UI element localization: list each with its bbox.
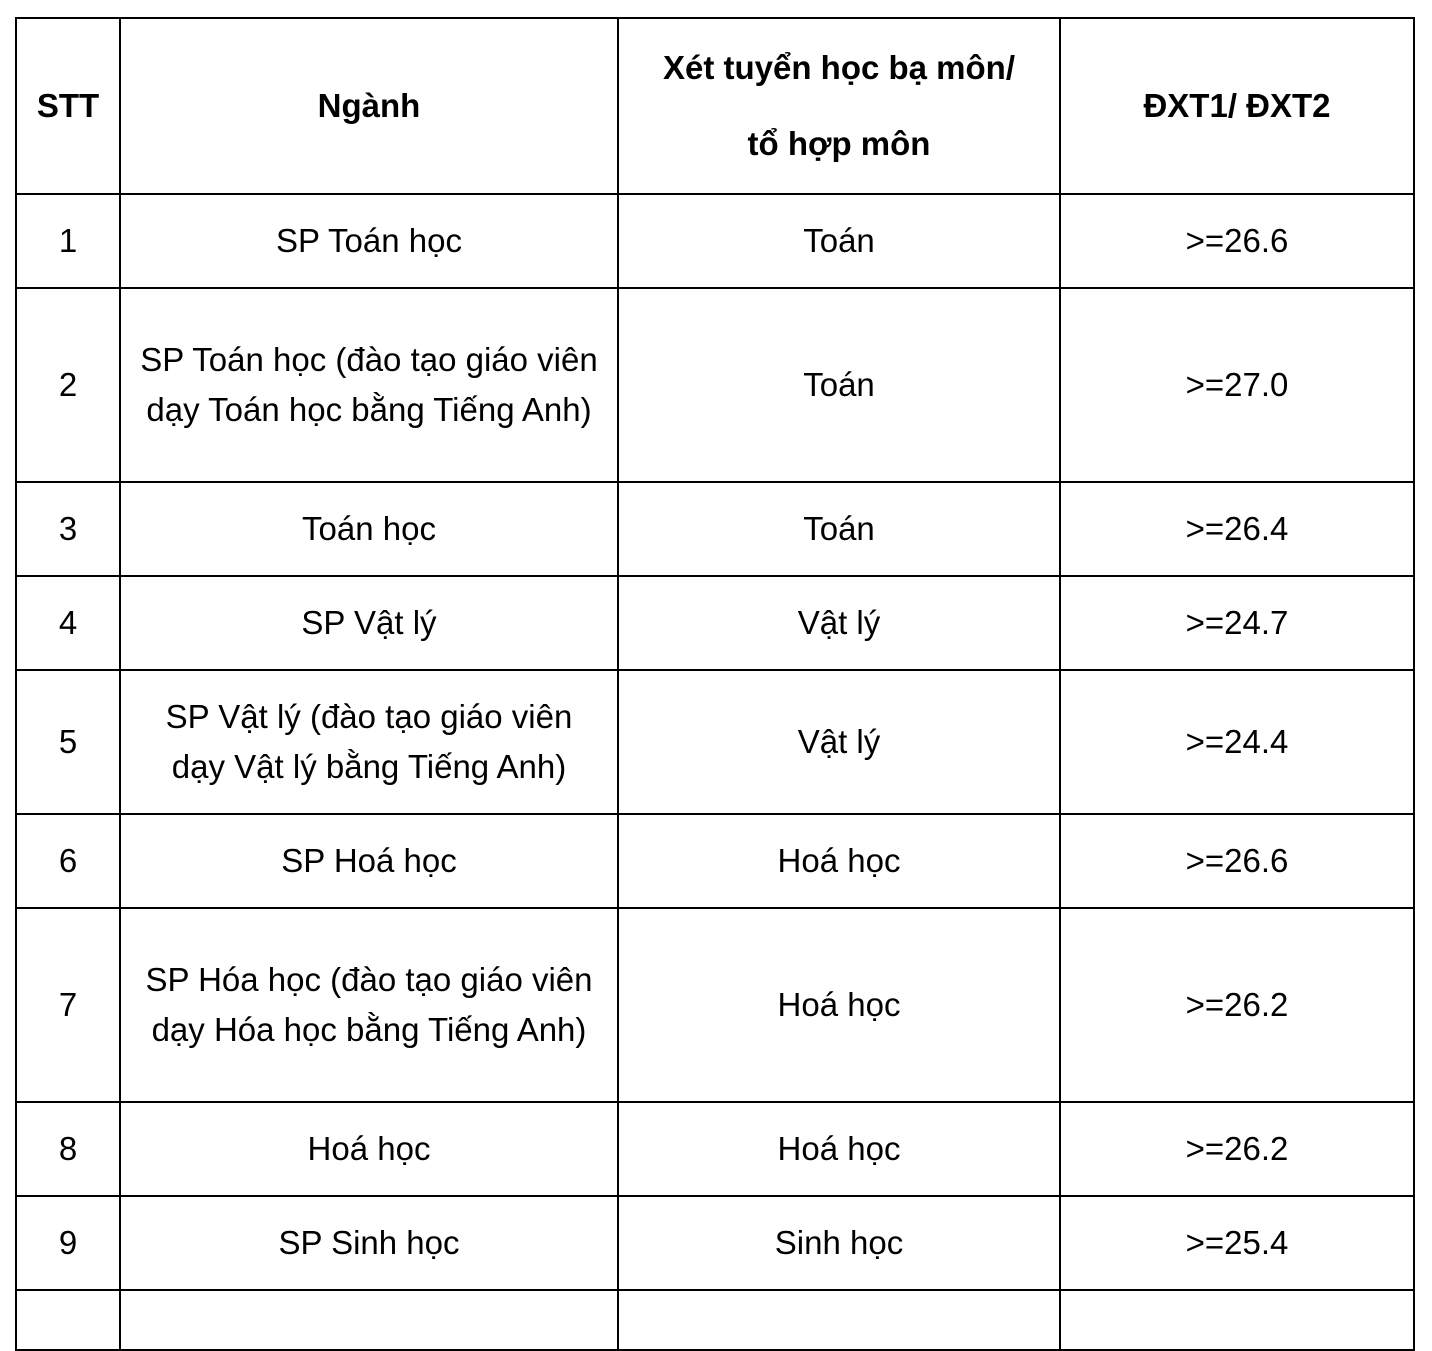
cell-stt: 2 xyxy=(16,288,120,482)
cell-stt: 7 xyxy=(16,908,120,1102)
cell-nganh: SP Toán học xyxy=(120,194,618,288)
cell-stt: 1 xyxy=(16,194,120,288)
cell-mon: Hoá học xyxy=(618,908,1060,1102)
table-row xyxy=(16,194,1414,288)
cell-stt: 3 xyxy=(16,482,120,576)
cell-nganh xyxy=(120,1290,618,1350)
cell-stt: 4 xyxy=(16,576,120,670)
cell-dxt: >=26.6 xyxy=(1060,814,1414,908)
cell-mon: Sinh học xyxy=(618,1196,1060,1290)
cell-mon: Toán xyxy=(618,194,1060,288)
header-stt: STT xyxy=(16,18,120,194)
table-row xyxy=(16,482,1414,576)
table-row xyxy=(16,576,1414,670)
cell-stt: 6 xyxy=(16,814,120,908)
cell-nganh: SP Sinh học xyxy=(120,1196,618,1290)
cell-dxt: >=25.4 xyxy=(1060,1196,1414,1290)
cell-mon xyxy=(618,1290,1060,1350)
header-xet-tuyen-mon-line1: Xét tuyển học bạ môn/ xyxy=(662,49,1016,86)
header-nganh: Ngành xyxy=(120,18,618,194)
header-xet-tuyen-mon-line2: tổ hợp môn xyxy=(747,125,931,162)
admission-score-table-container xyxy=(15,17,1415,1351)
cell-dxt: >=24.4 xyxy=(1060,670,1414,814)
cell-stt: 9 xyxy=(16,1196,120,1290)
cell-dxt: >=26.6 xyxy=(1060,194,1414,288)
cell-nganh: Toán học xyxy=(120,482,618,576)
cell-dxt: >=26.2 xyxy=(1060,1102,1414,1196)
cell-dxt: >=26.4 xyxy=(1060,482,1414,576)
table-row xyxy=(16,908,1414,1102)
table-header-row xyxy=(16,18,1414,194)
cell-dxt: >=27.0 xyxy=(1060,288,1414,482)
cell-dxt xyxy=(1060,1290,1414,1350)
cell-mon: Vật lý xyxy=(618,576,1060,670)
cell-mon: Vật lý xyxy=(618,670,1060,814)
cell-mon: Hoá học xyxy=(618,814,1060,908)
cell-nganh: SP Hoá học xyxy=(120,814,618,908)
table-row-truncated xyxy=(16,1290,1414,1350)
cell-stt xyxy=(16,1290,120,1350)
cell-nganh: SP Vật lý xyxy=(120,576,618,670)
header-dxt: ĐXT1/ ĐXT2 xyxy=(1060,18,1414,194)
cell-nganh: SP Vật lý (đào tạo giáo viên dạy Vật lý bằng Tiếng Anh) xyxy=(120,670,618,814)
cell-nganh: SP Hóa học (đào tạo giáo viên dạy Hóa học bằng Tiếng Anh) xyxy=(120,908,618,1102)
cell-nganh: Hoá học xyxy=(120,1102,618,1196)
cell-dxt: >=24.7 xyxy=(1060,576,1414,670)
table-row xyxy=(16,1196,1414,1290)
cell-dxt: >=26.2 xyxy=(1060,908,1414,1102)
cell-mon: Toán xyxy=(618,288,1060,482)
table-row xyxy=(16,288,1414,482)
cell-stt: 5 xyxy=(16,670,120,814)
cell-mon: Hoá học xyxy=(618,1102,1060,1196)
cell-stt: 8 xyxy=(16,1102,120,1196)
table-row xyxy=(16,1102,1414,1196)
table-row xyxy=(16,670,1414,814)
cell-mon: Toán xyxy=(618,482,1060,576)
table-row xyxy=(16,814,1414,908)
cell-nganh: SP Toán học (đào tạo giáo viên dạy Toán học bằng Tiếng Anh) xyxy=(120,288,618,482)
admission-score-table xyxy=(15,17,1415,1351)
header-xet-tuyen-mon xyxy=(618,18,1060,194)
